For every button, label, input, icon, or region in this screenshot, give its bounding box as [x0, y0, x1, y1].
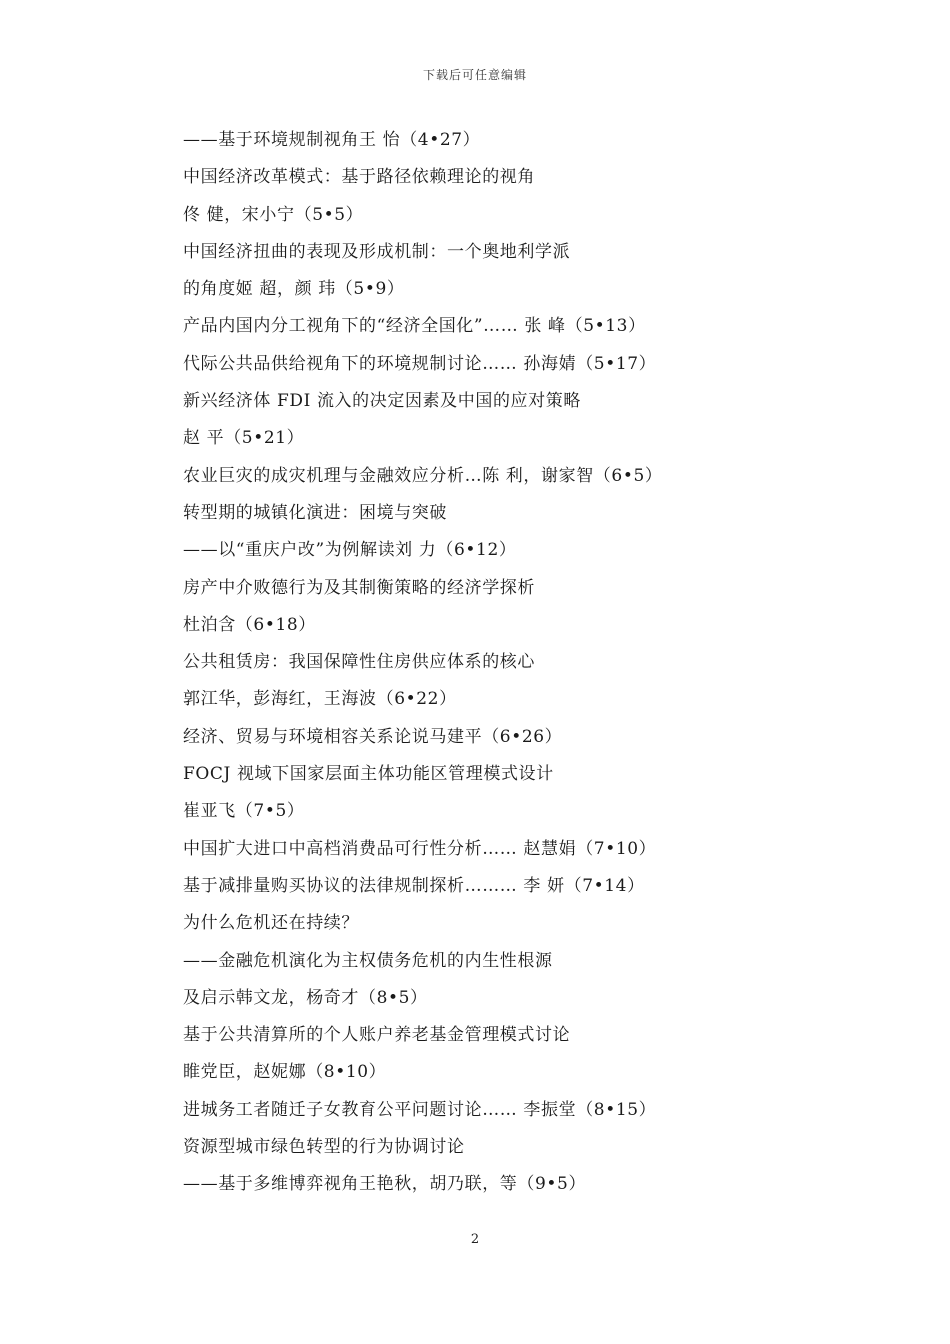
- contents-line: 资源型城市绿色转型的行为协调讨论: [183, 1137, 465, 1158]
- contents-line: ——基于环境规制视角王 怡（4•27）: [183, 130, 481, 150]
- contents-line: 房产中介败德行为及其制衡策略的经济学探析: [183, 577, 535, 598]
- contents-line: 产品内国内分工视角下的“经济全国化”…… 张 峰（5•13）: [183, 316, 646, 337]
- contents-line: 佟 健，宋小宁（5•5）: [183, 204, 364, 225]
- contents-line: 公共租赁房：我国保障性住房供应体系的核心: [183, 652, 535, 673]
- page-header: 下载后可任意编辑: [422, 68, 527, 82]
- contents-line: 转型期的城镇化演进：困境与突破: [183, 502, 447, 523]
- contents-line: 代际公共品供给视角下的环境规制讨论…… 孙海婧（5•17）: [183, 353, 657, 374]
- page-number: 2: [470, 1232, 480, 1247]
- contents-line: 农业巨灾的成灾机理与金融效应分析…陈 利，谢家智（6•5）: [183, 465, 663, 486]
- contents-line: ——基于多维博弈视角王艳秋，胡乃联，等（9•5）: [183, 1174, 587, 1195]
- contents-line: 睢党臣，赵妮娜（8•10）: [183, 1062, 387, 1083]
- contents-line: 及启示韩文龙，杨奇才（8•5）: [183, 987, 428, 1008]
- contents-line: 赵 平（5•21）: [183, 428, 305, 449]
- contents-line: 中国经济扭曲的表现及形成机制：一个奥地利学派: [183, 241, 571, 262]
- contents-line: 郭江华，彭海红，王海波（6•22）: [183, 689, 457, 710]
- contents-line: 为什么危机还在持续？: [183, 913, 359, 934]
- contents-line: 经济、贸易与环境相容关系论说马建平（6•26）: [183, 726, 563, 747]
- contents-line: ——以“重庆户改”为例解读刘 力（6•12）: [183, 540, 517, 561]
- contents-line: 的角度姬 超，颜 玮（5•9）: [183, 279, 405, 300]
- contents-line: 进城务工者随迁子女教育公平问题讨论…… 李振堂（8•15）: [183, 1099, 657, 1120]
- contents-line: 崔亚飞（7•5）: [183, 801, 305, 822]
- contents-list: [183, 122, 903, 1204]
- contents-line: ——金融危机演化为主权债务危机的内生性根源: [183, 950, 553, 971]
- contents-line: 中国经济改革模式：基于路径依赖理论的视角: [183, 167, 535, 188]
- contents-line: 杜泊含（6•18）: [183, 614, 316, 635]
- contents-line: 新兴经济体 FDI 流入的决定因素及中国的应对策略: [183, 391, 581, 412]
- contents-line: 中国扩大进口中高档消费品可行性分析…… 赵慧娟（7•10）: [183, 838, 657, 859]
- contents-line: 基于减排量购买协议的法律规制探析……… 李 妍（7•14）: [183, 875, 645, 896]
- contents-line: 基于公共清算所的个人账户养老基金管理模式讨论: [183, 1025, 571, 1046]
- contents-line: FOCJ 视域下国家层面主体功能区管理模式设计: [183, 764, 554, 785]
